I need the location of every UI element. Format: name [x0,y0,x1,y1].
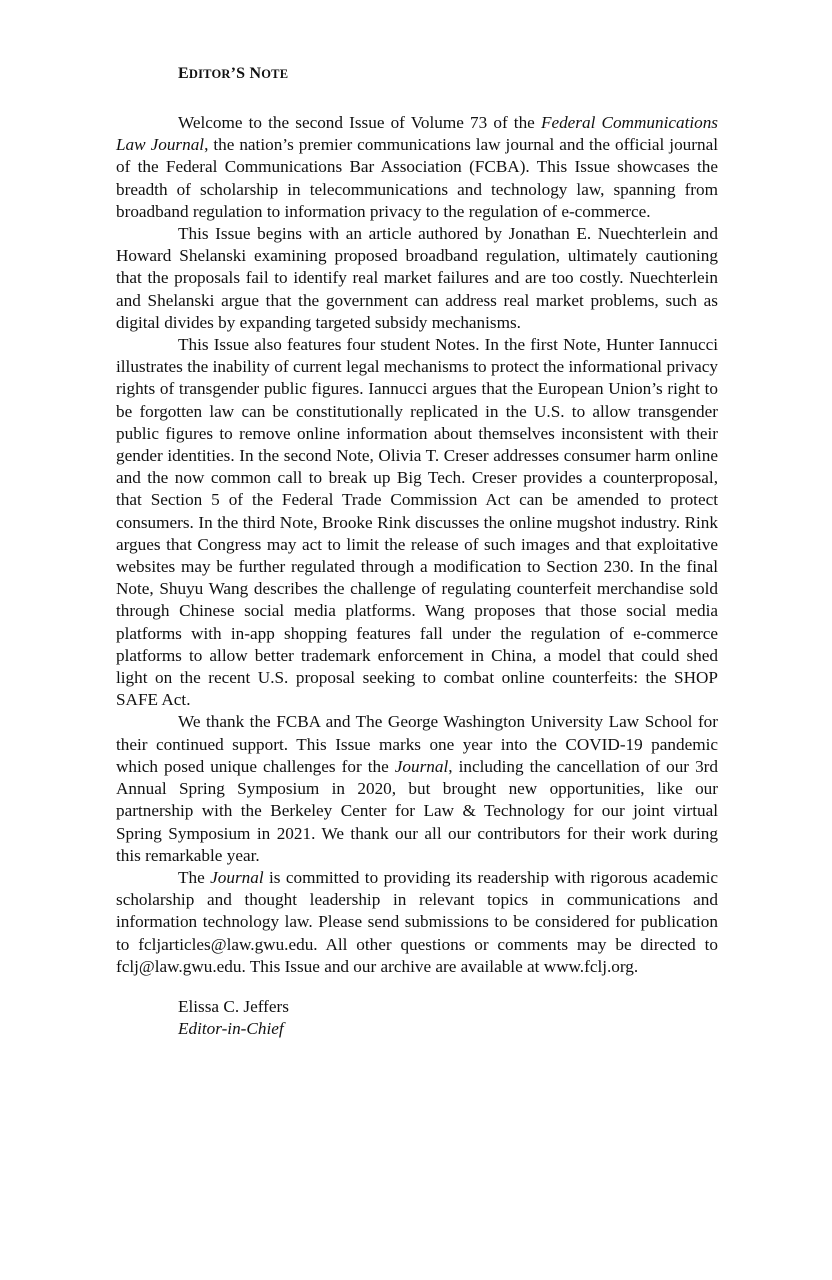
editors-note [116,64,718,1041]
paragraph-submissions: The Journal is committed to providing its readership with rigorous academic scholarship and thought leadership in relevant topics in communications and information technology law. Please send submissions to be considered for publication to fcljarticles@law.gwu.edu. All other questions or comments may be directed to fclj@law.gwu.edu. This Issue and our archive are available at www.fclj.org. [116,867,718,976]
signature-block [178,996,718,1041]
paragraph-student-notes: This Issue also features four student Notes. In the first Note, Hunter Iannucci illustrates the inability of current legal mechanisms to protect the informational privacy rights of transgender public figures. Iannucci argues that the European Union’s right to be forgotten law can be constitutionally replicated in the U.S. to allow transgender public figures to remove online information about themselves inconsistent with their gender identities. In the second Note, Olivia T. Creser addresses consumer harm online and the now common call to break up Big Tech. Creser provides a counterproposal, that Section 5 of the Federal Trade Commission Act can be amended to protect consumers. In the third Note, Brooke Rink discusses the online mugshot industry. Rink argues that Congress may act to limit the release of such images and that exploitative websites may be further regulated through a modification to Section 230. In the final Note, Shuyu Wang describes the challenge of regulating counterfeit merchandise sold through Chinese social media platforms. Wang proposes that those social media platforms with in-app shopping features fall under the regulation of e-commerce platforms to allow better trademark enforcement in China, a model that could shed light on the recent U.S. proposal seeking to combat online counterfeits: the SHOP SAFE Act. [116,335,718,710]
signature-name: Elissa C. Jeffers [178,996,289,1016]
paragraph-welcome: Welcome to the second Issue of Volume 73 of the Federal Communications Law Journal, the nation’s premier communications law journal and the official journal of the Federal Communications Bar Association (FCBA). This Issue showcases the breadth of scholarship in telecommunications and technology law, spanning from broadband regulation to information privacy to the regulation of e-commerce. [116,113,718,221]
paragraph-thanks: We thank the FCBA and The George Washington University Law School for their continued support. This Issue marks one year into the COVID-19 pandemic which posed unique challenges for the Journal, including the cancellation of our 3rd Annual Spring Symposium in 2020, but brought new opportunities, like our partnership with the Berkeley Center for Law & Technology for our joint virtual Spring Symposium in 2021. We thank our all our contributors for their work during this remarkable year. [116,712,718,865]
signature-title: Editor-in-Chief [178,1019,284,1039]
page-title: EDITOR’S NOTE [178,65,289,82]
paragraph-article: This Issue begins with an article authored by Jonathan E. Nuechterlein and Howard Shelanski examining proposed broadband regulation, ultimately cautioning that the proposals fail to identify real market failures and are too costly. Nuechterlein and Shelanski argue that the government can address real market problems, such as digital divides by expanding targeted subsidy mechanisms. [116,224,718,332]
